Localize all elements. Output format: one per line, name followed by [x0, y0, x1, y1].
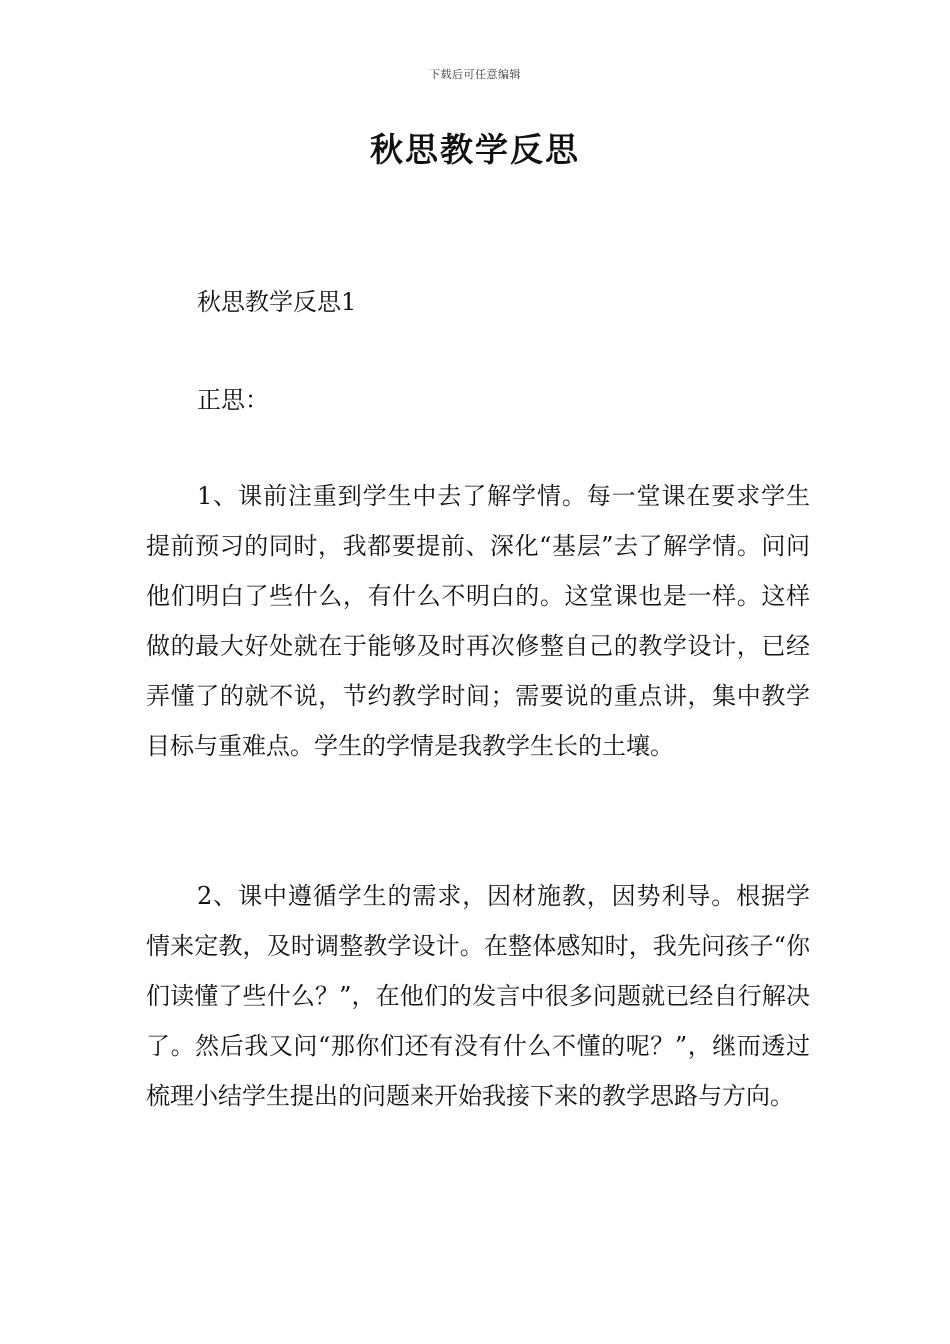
header-note: 下载后可任意编辑	[429, 68, 521, 81]
section-subtitle: 秋思教学反思1	[197, 288, 357, 316]
section-label: 正思：	[197, 386, 269, 414]
document-title: 秋思教学反思	[370, 130, 580, 169]
paragraph: 1、课前注重到学生中去了解学情。每一堂课在要求学生提前预习的同时，我都要提前、深化“基层”去了解学情。问问他们明白了些什么，有什么不明白的。这堂课也是一样。这样做的最大好处就在于能够及时再次修整自己的教学设计，已经弄懂了的就不说，节约教学时间；需要说的重点讲，集中教学目标与重难点。学生的学情是我教学生长的土壤。	[146, 482, 810, 760]
paragraph: 2、课中遵循学生的需求，因材施教，因势利导。根据学情来定教，及时调整教学设计。在整体感知时，我先问孩子“你们读懂了些什么？”，在他们的发言中很多问题就已经自行解决了。然后我又问“那你们还有没有什么不懂的呢？”，继而透过梳理小结学生提出的问题来开始我接下来的教学思路与方向。	[146, 882, 810, 1110]
